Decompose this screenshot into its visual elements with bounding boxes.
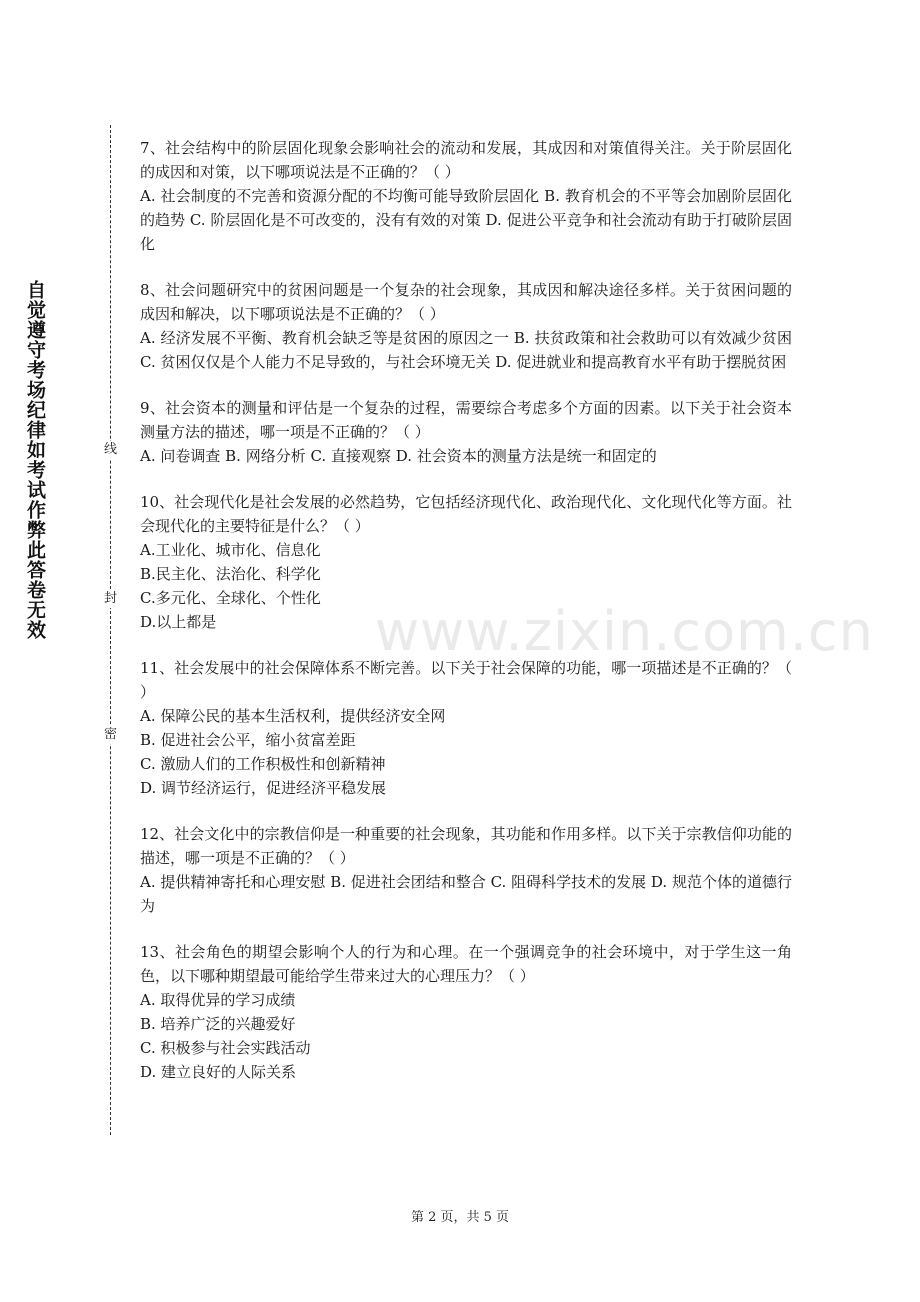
option-d: D. 调节经济运行，促进经济平稳发展 — [140, 779, 387, 797]
option-b: B. 促进社会公平，缩小贫富差距 — [140, 731, 356, 749]
option-b: B. 培养广泛的兴趣爱好 — [140, 1015, 296, 1033]
option-c: C. 激励人们的工作积极性和创新精神 — [140, 755, 386, 773]
watermark: www.zixin.com.cn — [375, 600, 874, 663]
question-options: A. 经济发展不平衡、教育机会缺乏等是贫困的原因之一 B. 扶贫政策和社会救助可以有效减少贫困 C. 贫困仅仅是个人能力不足导致的，与社会环境无关 D. 促进就业和提高教育水平有助于摆脱贫困 — [140, 329, 792, 371]
page-footer: 第 2 页，共 5 页 — [410, 1210, 510, 1225]
question-stem: 11、社会发展中的社会保障体系不断完善。以下关于社会保障的功能，哪一项描述是不正确的？（ ） — [140, 659, 792, 701]
question-stem: 7、社会结构中的阶层固化现象会影响社会的流动和发展，其成因和对策值得关注。关于阶层固化的成因和对策，以下哪项说法是不正确的？（ ） — [140, 139, 792, 181]
binding-mark-feng: 封 — [103, 591, 117, 606]
question-stem: 8、社会问题研究中的贫困问题是一个复杂的社会现象，其成因和解决途径多样。关于贫困问题的成因和解决，以下哪项说法是不正确的？（ ） — [140, 281, 792, 323]
question-options: A. 问卷调查 B. 网络分析 C. 直接观察 D. 社会资本的测量方法是统一和固定的 — [140, 447, 657, 465]
question-8 — [140, 278, 792, 374]
option-a: A. 取得优异的学习成绩 — [140, 991, 296, 1009]
question-stem: 10、社会现代化是社会发展的必然趋势，它包括经济现代化、政治现代化、文化现代化等方面。社会现代化的主要特征是什么？（ ） — [140, 493, 792, 535]
exam-discipline-notice: 自觉遵守考场纪律如考试作弊此答卷无效 — [24, 280, 46, 640]
option-d: D.以上都是 — [140, 613, 217, 631]
question-11 — [140, 656, 792, 800]
question-stem: 13、社会角色的期望会影响个人的行为和心理。在一个强调竞争的社会环境中，对于学生这一角色，以下哪种期望最可能给学生带来过大的心理压力？（ ） — [140, 943, 792, 985]
option-a: A.工业化、城市化、信息化 — [140, 541, 321, 559]
binding-dashed-line — [110, 125, 111, 1135]
question-9 — [140, 396, 792, 468]
option-c: C. 积极参与社会实践活动 — [140, 1039, 311, 1057]
question-options: A. 提供精神寄托和心理安慰 B. 促进社会团结和整合 C. 阻碍科学技术的发展 D. 规范个体的道德行为 — [140, 873, 792, 915]
question-stem: 9、社会资本的测量和评估是一个复杂的过程，需要综合考虑多个方面的因素。以下关于社会资本测量方法的描述，哪一项是不正确的？（ ） — [140, 399, 792, 441]
binding-mark-xian: 线 — [103, 442, 117, 457]
question-7 — [140, 136, 792, 256]
option-a: A. 保障公民的基本生活权利，提供经济安全网 — [140, 707, 446, 725]
option-c: C.多元化、全球化、个性化 — [140, 589, 321, 607]
question-12 — [140, 822, 792, 918]
option-b: B.民主化、法治化、科学化 — [140, 565, 321, 583]
question-13 — [140, 940, 792, 1084]
question-stem: 12、社会文化中的宗教信仰是一种重要的社会现象，其功能和作用多样。以下关于宗教信仰功能的描述，哪一项是不正确的？（ ） — [140, 825, 792, 867]
question-10 — [140, 490, 792, 634]
question-options: A. 社会制度的不完善和资源分配的不均衡可能导致阶层固化 B. 教育机会的不平等会加剧阶层固化的趋势 C. 阶层固化是不可改变的，没有有效的对策 D. 促进公平竞争和社会流动有助于打破阶层固化 — [140, 187, 792, 253]
option-d: D. 建立良好的人际关系 — [140, 1063, 297, 1081]
binding-mark-mi: 密 — [103, 727, 117, 742]
question-list — [140, 136, 792, 1106]
